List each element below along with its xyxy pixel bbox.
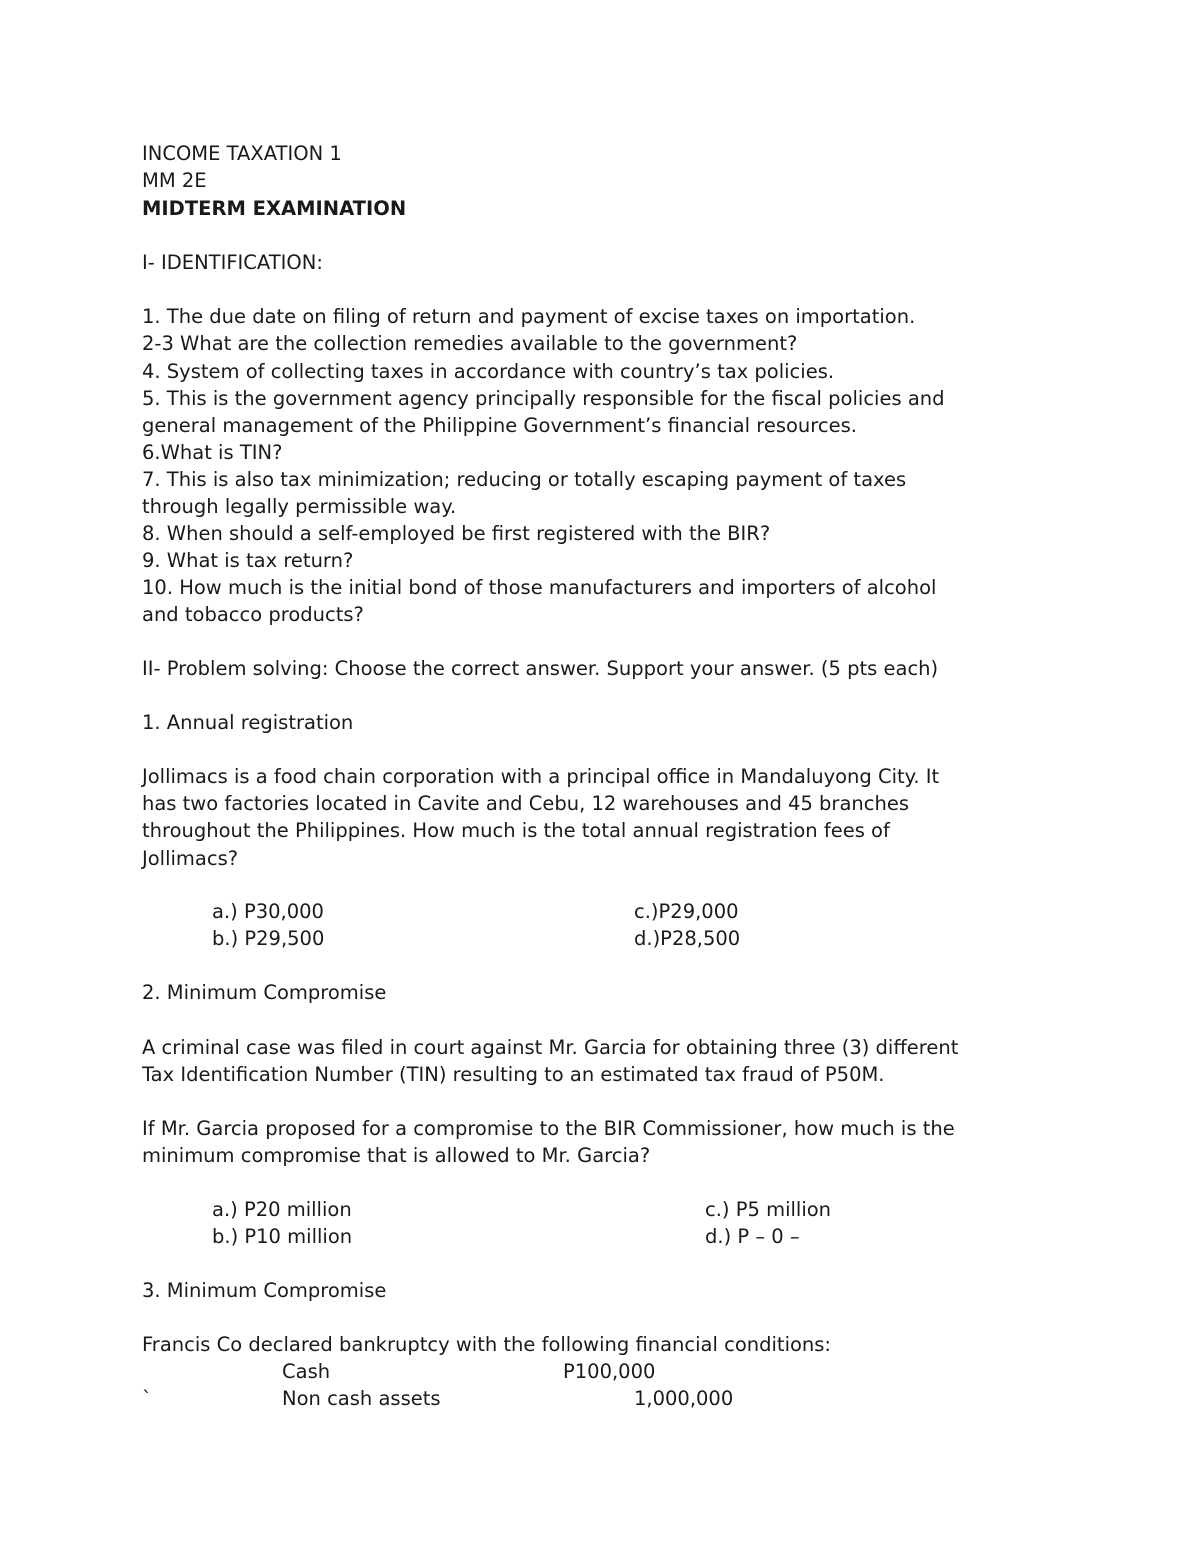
problem2-choice-c: c.) P5 million	[705, 1198, 832, 1221]
identification-item: 1. The due date on filing of return and payment of excise taxes on importation.	[142, 305, 916, 328]
problem2-text: minimum compromise that is allowed to Mr. Garcia?	[142, 1144, 651, 1167]
problem1-choice-c: c.)P29,000	[634, 900, 739, 923]
problem2-choice-a: a.) P20 million	[212, 1198, 352, 1221]
identification-item: 9. What is tax return?	[142, 549, 354, 572]
row-label: Non cash assets	[282, 1387, 441, 1410]
problem1-choice-d: d.)P28,500	[634, 927, 741, 950]
identification-item: 8. When should a self-employed be first registered with the BIR?	[142, 522, 771, 545]
identification-item: 10. How much is the initial bond of those manufacturers and importers of alcohol	[142, 576, 937, 599]
problem2-text: A criminal case was filed in court against Mr. Garcia for obtaining three (3) different	[142, 1036, 959, 1059]
problem1-text: Jollimacs?	[142, 847, 239, 870]
problem2-title: 2. Minimum Compromise	[142, 981, 387, 1004]
identification-item: 4. System of collecting taxes in accordance with country’s tax policies.	[142, 360, 835, 383]
problem1-title: 1. Annual registration	[142, 711, 354, 734]
identification-item: 5. This is the government agency principally responsible for the fiscal policies and	[142, 387, 945, 410]
problem1-text: throughout the Philippines. How much is the total annual registration fees of	[142, 819, 890, 842]
problem2-choice-d: d.) P – 0 –	[705, 1225, 800, 1248]
part1-title: I- IDENTIFICATION:	[142, 251, 323, 274]
row-value: 1,000,000	[634, 1387, 734, 1410]
row-mark: `	[142, 1387, 152, 1410]
problem1-choice-b: b.) P29,500	[212, 927, 325, 950]
identification-item: general management of the Philippine Government’s financial resources.	[142, 414, 857, 437]
identification-item: 6.What is TIN?	[142, 441, 283, 464]
identification-item: 7. This is also tax minimization; reducing or totally escaping payment of taxes	[142, 468, 907, 491]
identification-item: and tobacco products?	[142, 603, 364, 626]
problem3-title: 3. Minimum Compromise	[142, 1279, 387, 1302]
problem1-text: has two factories located in Cavite and Cebu, 12 warehouses and 45 branches	[142, 792, 909, 815]
part2-title: II- Problem solving: Choose the correct answer. Support your answer. (5 pts each)	[142, 657, 939, 680]
problem2-text: Tax Identification Number (TIN) resulting to an estimated tax fraud of P50M.	[142, 1063, 885, 1086]
identification-item: 2-3 What are the collection remedies available to the government?	[142, 332, 798, 355]
problem1-choice-a: a.) P30,000	[212, 900, 324, 923]
course-title: INCOME TAXATION 1	[142, 142, 342, 165]
row-value: P100,000	[563, 1360, 656, 1383]
section-label: MM 2E	[142, 169, 207, 192]
problem2-text: If Mr. Garcia proposed for a compromise to the BIR Commissioner, how much is the	[142, 1117, 955, 1140]
row-label: Cash	[282, 1360, 331, 1383]
problem2-choice-b: b.) P10 million	[212, 1225, 353, 1248]
exam-title: MIDTERM EXAMINATION	[142, 197, 407, 220]
problem3-text: Francis Co declared bankruptcy with the following financial conditions:	[142, 1333, 832, 1356]
identification-item: through legally permissible way.	[142, 495, 457, 518]
problem1-text: Jollimacs is a food chain corporation with a principal office in Mandaluyong City. It	[142, 765, 940, 788]
